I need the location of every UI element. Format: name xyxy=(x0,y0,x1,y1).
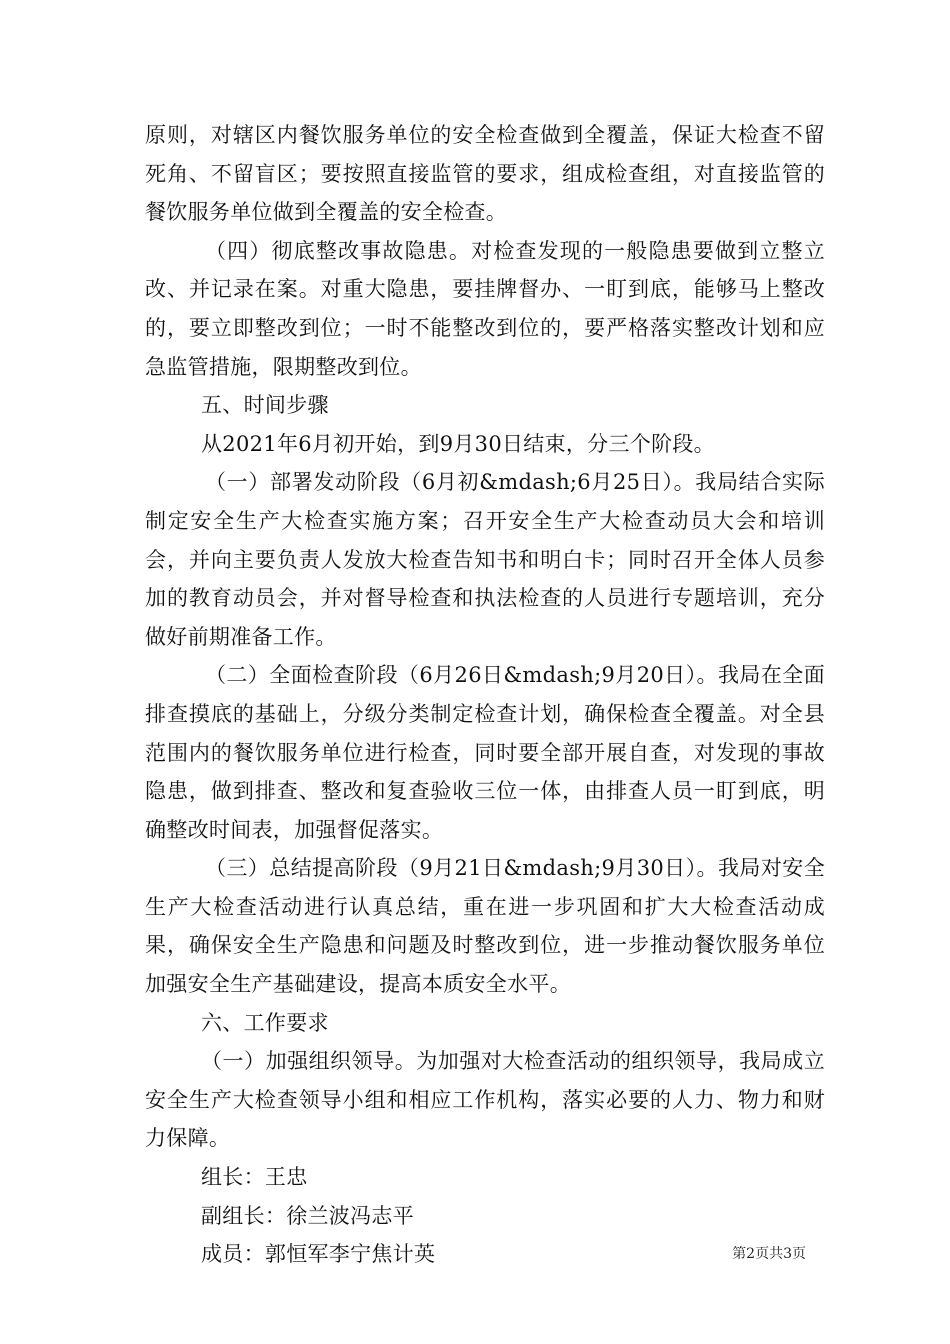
paragraph-leadership: （一）加强组织领导。为加强对大检查活动的组织领导，我局成立安全生产大检查领导小组和相应工作机构，落实必要的人力、物力和财力保障。 xyxy=(145,1049,825,1151)
paragraph-stage-3: （三）总结提高阶段（9月21日&mdash;9月30日）。我局对安全生产大检查活动进行认真总结，重在进一步巩固和扩大大检查活动成果，确保安全生产隐患和问题及时整改到位，进一步推动餐饮服务单位加强安全生产基础建设，提高本质安全水平。 xyxy=(145,856,825,997)
heading-time-steps: 五、时间步骤 xyxy=(201,393,329,418)
paragraph-stage-2: （二）全面检查阶段（6月26日&mdash;9月20日）。我局在全面排查摸底的基础上，分级分类制定检查计划，确保检查全覆盖。对全县范围内的餐饮服务单位进行检查，同时要全部开展自查，对发现的事故隐患，做到排查、整改和复查验收三位一体，由排查人员一盯到底，明确整改时间表，加强督促落实。 xyxy=(145,663,825,842)
paragraph-section-4: （四）彻底整改事故隐患。对检查发现的一般隐患要做到立整立改、并记录在案。对重大隐患，要挂牌督办、一盯到底，能够马上整改的，要立即整改到位；一时不能整改到位的，要严格落实整改计划和应急监管措施，限期整改到位。 xyxy=(145,238,825,379)
paragraph-continuation: 原则，对辖区内餐饮服务单位的安全检查做到全覆盖，保证大检查不留死角、不留盲区；要按照直接监管的要求，组成检查组，对直接监管的餐饮服务单位做到全覆盖的安全检查。 xyxy=(145,123,825,225)
members-line: 成员：郭恒军李宁焦计英 xyxy=(201,1242,436,1267)
page-number: 第2页共3页 xyxy=(732,1246,806,1262)
heading-work-requirements: 六、工作要求 xyxy=(201,1010,329,1035)
paragraph-schedule-intro: 从2021年6月初开始，到9月30日结束，分三个阶段。 xyxy=(201,431,715,456)
group-leader-line: 组长：王忠 xyxy=(201,1165,308,1190)
deputy-leader-line: 副组长：徐兰波冯志平 xyxy=(201,1203,414,1228)
document-body xyxy=(145,116,825,1274)
paragraph-stage-1: （一）部署发动阶段（6月初&mdash;6月25日）。我局结合实际制定安全生产大检查实施方案；召开安全生产大检查动员大会和培训会，并向主要负责人发放大检查告知书和明白卡；同时召开全体人员参加的教育动员会，并对督导检查和执法检查的人员进行专题培训，充分做好前期准备工作。 xyxy=(145,470,825,649)
